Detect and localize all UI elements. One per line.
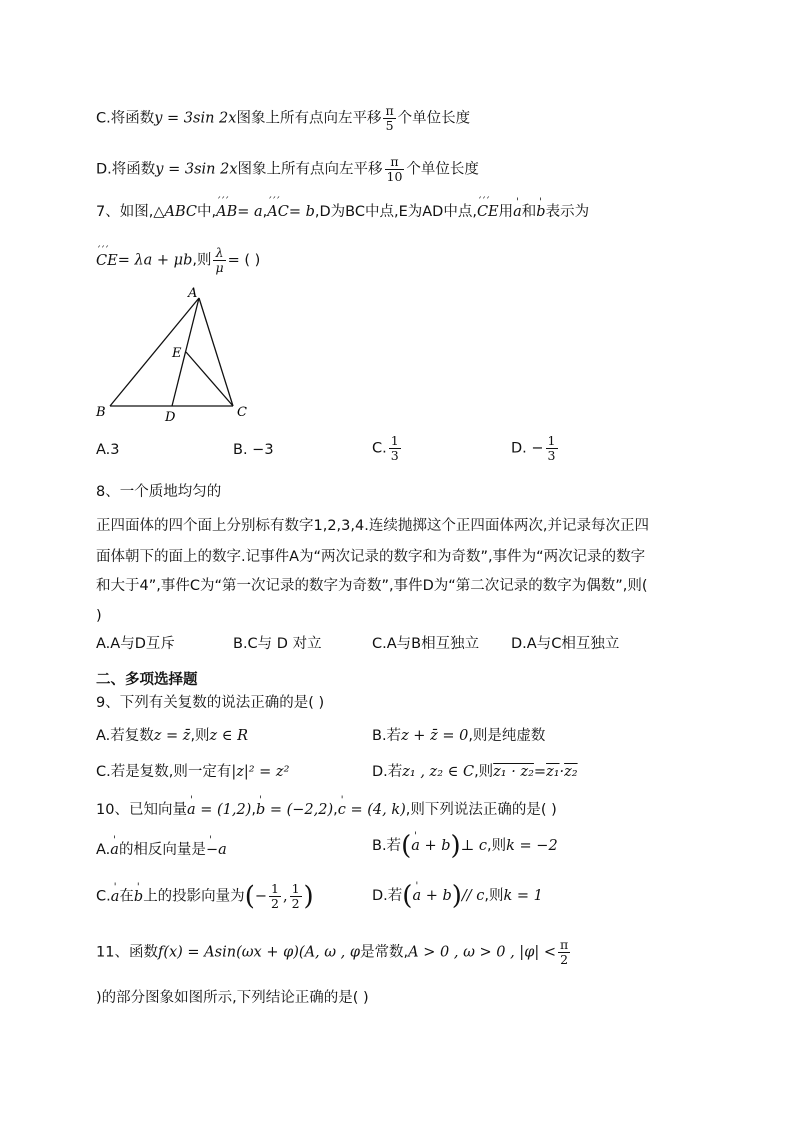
math-expression: = λa + μb bbox=[117, 252, 193, 269]
fraction: $\frac{\pi}{5}$ bbox=[385, 103, 394, 133]
q9-option-d: D.若z₁ , z₂ ∈ C,则z₁ · z₂=z₁·z₂ bbox=[372, 764, 578, 780]
q8-stem-line2: 正四面体的四个面上分别标有数字1,2,3,4.连续抛掷这个正四面体两次,并记录每次正四 bbox=[96, 518, 649, 534]
option-letter: C. bbox=[96, 110, 111, 127]
q10-stem: 10、已知向量' a = (1,2),' b = (−2,2),' c = (4, k),则下列说法正确的是( ) bbox=[96, 800, 557, 820]
option-text: 将函数 bbox=[111, 161, 156, 178]
triangle-label: △ABC bbox=[153, 204, 197, 220]
fraction: $\frac{\pi}{2}$ bbox=[560, 937, 569, 967]
vector-ac: ´´´ AC bbox=[267, 202, 289, 222]
math-expression: y = 3sin 2x bbox=[155, 161, 238, 178]
vector-a: ' a bbox=[513, 202, 522, 222]
triangle-figure bbox=[92, 286, 262, 428]
q10-option-b: B.若(' a + b)⊥ c,则k = −2 bbox=[372, 836, 558, 856]
math-expression: z + z̄ = 0 bbox=[401, 728, 469, 744]
fraction: $\frac{1}{2}$ bbox=[291, 881, 300, 911]
q9-option-a: A.若复数z = z̄,则z ∈ R bbox=[96, 728, 249, 744]
q7-stem-line2: ´´´ CE= λa + μb,则 $\frac{\lambda}{\mu}$ = ( ) bbox=[96, 246, 260, 275]
q8-stem-line4: 和大于4”,事件C为“第一次记录的数字为奇数”,事件D为“第二次记录的数字为偶数”,则( bbox=[96, 578, 648, 594]
option-text: 图象上所有点向左平移 bbox=[237, 161, 383, 178]
math-expression: A > 0 , ω > 0 , |φ| < bbox=[408, 944, 556, 961]
vector-b: ' b bbox=[536, 202, 545, 222]
option-text: 将函数 bbox=[110, 110, 155, 127]
q10-option-a: A.' a的相反向量是' −a bbox=[96, 840, 227, 860]
math-expression: y = 3sin 2x bbox=[154, 110, 237, 127]
vector-ce: ´´´ CE bbox=[96, 251, 118, 271]
q9-option-b: B.若z + z̄ = 0,则是纯虚数 bbox=[372, 728, 546, 744]
fraction: $\frac{1}{3}$ bbox=[547, 433, 556, 463]
q11-stem-line1: 11、函数f(x) = Asin(ωx + φ)(A, ω , φ是常数,A > 0 , ω > 0 , |φ| < $\frac{\pi}{2}$ bbox=[96, 937, 569, 967]
math-expression: |z|² = z² bbox=[231, 764, 290, 780]
fraction: $\frac{1}{2}$ bbox=[271, 881, 279, 911]
vector-ab: ´´´ AB bbox=[216, 202, 237, 222]
q7-option-d: D. − $\frac{1}{3}$ bbox=[511, 433, 556, 463]
math-expression: z₁ , z₂ ∈ C bbox=[402, 764, 475, 780]
conjugate-z2: z₂ bbox=[564, 764, 578, 780]
q8-stem-line5: ) bbox=[96, 608, 102, 624]
conjugate-product: z₁ · z₂ bbox=[493, 764, 534, 780]
math-expression: z ∈ R bbox=[209, 728, 249, 744]
fraction: $\frac{\pi}{10}$ bbox=[386, 154, 403, 184]
fraction: $\frac{1}{3}$ bbox=[390, 433, 399, 463]
q7-option-b: B. −3 bbox=[233, 442, 274, 458]
q7-option-a: A.3 bbox=[96, 442, 120, 458]
q8-option-a: A.A与D互斥 bbox=[96, 636, 175, 652]
conjugate-z1: z₁ bbox=[546, 764, 560, 780]
q6-option-d bbox=[96, 155, 479, 184]
math-expression: f(x) = Asin(ωx + φ) bbox=[157, 944, 299, 961]
vertex-c-label: C bbox=[237, 405, 247, 420]
vector-a-def: ' a = (1,2) bbox=[187, 800, 251, 820]
option-text: 图象上所有点向左平移 bbox=[236, 110, 382, 127]
vector-b-def: ' b = (−2,2) bbox=[256, 800, 333, 820]
side-ac bbox=[199, 298, 233, 406]
q11-stem-line2: )的部分图象如图所示,下列结论正确的是( ) bbox=[96, 990, 369, 1006]
segment-ce bbox=[186, 352, 233, 406]
q8-stem-line1: 8、一个质地均匀的 bbox=[96, 484, 222, 500]
q7-stem-line1: 7、如图,△ABC中,´´´ AB= a,´´´ AC= b,D为BC中点,E为AD中点,´´´ CE用' a和' b表示为 bbox=[96, 202, 589, 222]
q8-option-b: B.C与 D 对立 bbox=[233, 636, 322, 652]
option-letter: D. bbox=[96, 161, 112, 178]
section-title: 二、多项选择题 bbox=[96, 672, 198, 688]
q10-option-d: D.若(' a + b)// c,则k = 1 bbox=[372, 886, 543, 906]
option-text: 个单位长度 bbox=[406, 161, 479, 178]
fraction: $\frac{\lambda}{\mu}$ bbox=[215, 245, 224, 275]
q8-option-c: C.A与B相互独立 bbox=[372, 636, 480, 652]
q6-option-c bbox=[96, 104, 470, 133]
q7-option-c: C. $\frac{1}{3}$ bbox=[372, 433, 399, 463]
vector-ce: ´´´ CE bbox=[477, 202, 499, 222]
math-expression: z = z̄ bbox=[153, 728, 191, 744]
point-d-label: D bbox=[165, 410, 176, 425]
point-e-label: E bbox=[172, 346, 182, 361]
q9-stem: 9、下列有关复数的说法正确的是( ) bbox=[96, 695, 325, 711]
q10-option-c: C.' a在' b上的投影向量为(− $\frac{1}{2}$ , $\frac{1}{2}$ ) bbox=[96, 882, 314, 911]
q8-option-d: D.A与C相互独立 bbox=[511, 636, 620, 652]
vertex-a-label: A bbox=[188, 286, 198, 301]
vector-c-def: ' c = (4, k) bbox=[338, 800, 406, 820]
q9-option-c: C.若是复数,则一定有|z|² = z² bbox=[96, 764, 290, 780]
vertex-b-label: B bbox=[96, 405, 106, 420]
q8-stem-line3: 面体朝下的面上的数字.记事件A为“两次记录的数字和为奇数”,事件为“两次记录的数字 bbox=[96, 549, 646, 565]
option-text: 个单位长度 bbox=[397, 110, 471, 127]
